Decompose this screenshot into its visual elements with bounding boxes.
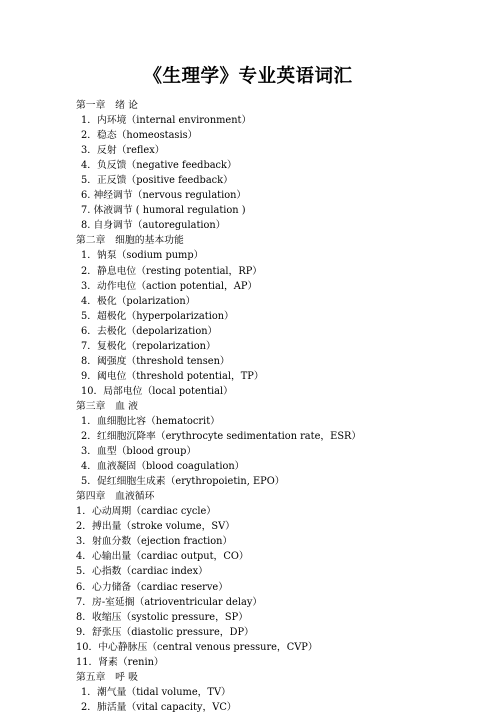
vocab-item: 3．反射（reflex） (81, 145, 165, 157)
vocab-item: 5．正反馈（positive feedback） (81, 175, 233, 187)
vocab-item: 1．心动周期（cardiac cycle） (76, 506, 217, 518)
vocab-item: 4．负反馈（negative feedback） (81, 160, 237, 172)
vocab-item: 4．极化（polarization） (81, 295, 196, 307)
vocab-item: 1．钠泵（sodium pump） (81, 250, 204, 262)
chapter-heading: 第一章 绪 论 (76, 100, 138, 111)
vocab-item: 6. 神经调节（nervous regulation） (81, 190, 247, 202)
vocab-item: 1．血细胞比容（hematocrit） (81, 415, 220, 427)
vocab-item: 5．超极化（hyperpolarization） (81, 310, 234, 322)
vocab-item: 1．潮气量（tidal volume，TV） (81, 686, 231, 698)
vocab-item: 2．肺活量（vital capacity，VC） (81, 701, 237, 713)
vocab-item: 2．稳态（homeostasis） (81, 130, 198, 142)
vocab-item: 6．去极化（depolarization） (81, 325, 218, 337)
vocab-item: 4．血液凝固（blood coagulation） (81, 461, 245, 473)
vocab-item: 7．房-室延搁（atrioventricular delay） (76, 596, 263, 608)
vocab-item: 7．复极化（repolarization） (81, 340, 216, 352)
vocab-item: 8．阈强度（threshold tensen） (81, 355, 230, 367)
chapter-heading: 第三章 血 液 (76, 400, 138, 412)
vocab-item: 11．肾素（renin） (76, 656, 164, 668)
vocab-item: 8. 自身调节（autoregulation） (81, 220, 226, 232)
document-title: 《生理学》专业英语词汇 (143, 66, 353, 87)
vocab-item: 5．促红细胞生成素（erythropoietin, EPO） (81, 476, 285, 488)
chapter-heading: 第四章 血液循环 (76, 491, 155, 503)
vocab-item: 3．射血分数（ejection fraction） (76, 536, 233, 548)
vocab-item: 3．血型（blood group） (81, 446, 197, 458)
vocab-item: 9．舒张压（diastolic pressure，DP） (76, 626, 254, 638)
vocab-item: 8．收缩压（systolic pressure，SP） (76, 611, 249, 623)
vocab-item: 3．动作电位（action potential，AP） (81, 280, 258, 292)
vocab-item: 2．搏出量（stroke volume，SV） (76, 521, 235, 533)
vocab-item: 10．中心静脉压（central venous pressure，CVP） (76, 641, 318, 653)
vocab-item: 4．心输出量（cardiac output，CO） (76, 551, 249, 563)
chapter-heading: 第五章 呼 吸 (76, 671, 138, 683)
vocab-item: 2．静息电位（resting potential，RP） (81, 265, 263, 277)
vocab-item: 1．内环境（internal environment） (81, 115, 252, 127)
vocab-item: 6．心力储备（cardiac reserve） (76, 581, 228, 593)
vocab-item: 7. 体液调节 ( humoral regulation ) (81, 205, 246, 217)
vocab-item: 10．局部电位（local potential） (81, 385, 233, 397)
chapter-heading: 第二章 细胞的基本功能 (76, 235, 184, 247)
document-body (0, 98, 496, 715)
vocab-item: 9．阈电位（threshold potential，TP） (81, 370, 264, 382)
vocab-item: 2．红细胞沉降率（erythrocyte sedimentation rate，ESR） (81, 431, 362, 443)
vocab-item: 5．心指数（cardiac index） (76, 566, 208, 578)
